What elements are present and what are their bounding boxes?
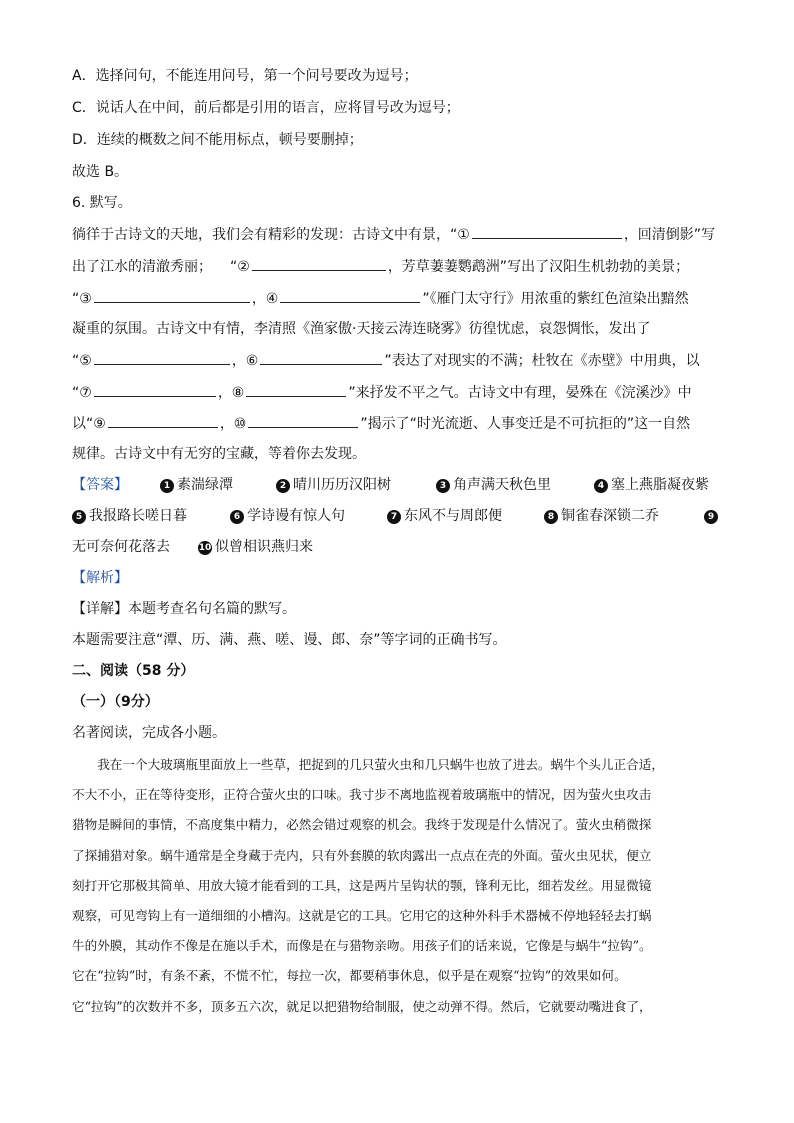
passage-line: 我在一个大玻璃瓶里面放上一些草，把捉到的几只萤火虫和几只蜗牛也放了进去。蜗牛个头儿正合适， bbox=[72, 757, 664, 772]
answer-item-10: 10 似曾相识燕归来 bbox=[198, 539, 313, 555]
passage-line: 观察，可见弯钩上有一道细细的小槽沟。这就是它的工具。它用它的这种外科手术器械不停地轻轻去打蜗 bbox=[72, 908, 652, 924]
blank-marker-4: ，④ bbox=[251, 291, 279, 307]
passage-line: 它在“拉钩”时，有条不紊，不慌不忙，每拉一次，都要稍事休息，似乎是在观察“拉钩”的效果如何。 bbox=[72, 968, 627, 984]
q6-text: 徜徉于古诗文的天地，我们会有精彩的发现：古诗文中有景， bbox=[72, 227, 450, 243]
blank-marker-7: “⑦ bbox=[72, 385, 92, 401]
passage-line: 刻打开它那极其简单、用放大镜才能看到的工具，这是两片呈钩状的颚，锋利无比，细若发丝。用显微镜 bbox=[72, 877, 652, 893]
reading-passage bbox=[72, 750, 728, 1022]
answer-item-5: 5 我报路长嗟日暮 bbox=[72, 506, 187, 526]
answer-item-2: 2 晴川历历汉阳树 bbox=[276, 475, 391, 495]
answer-item-7: 7 东风不与周郎便 bbox=[387, 506, 502, 526]
blank-marker-10: ，⑩ bbox=[219, 416, 247, 432]
blank-marker-5: “⑤ bbox=[72, 353, 92, 369]
q6-line-4: 凝重的氛围。古诗文中有情，李清照《渔家傲·天接云涛连晓雾》彷徨忧虑，哀怨惆怅，发出了 bbox=[72, 321, 651, 337]
analysis-label: 【解析】 bbox=[72, 570, 128, 586]
blank-6[interactable] bbox=[260, 350, 382, 365]
answer-item-4: 4 塞上燕脂凝夜紫 bbox=[594, 475, 709, 495]
q6-line-2 bbox=[72, 256, 689, 277]
q6-line-8: 规律。古诗文中有无穷的宝藏，等着你去发现。 bbox=[72, 446, 366, 462]
blank-marker-9: 以“⑨ bbox=[72, 416, 106, 432]
blank-marker-3: “③ bbox=[72, 291, 92, 307]
q6-title: 6. 默写。 bbox=[72, 195, 132, 211]
blank-9[interactable] bbox=[108, 413, 218, 428]
blank-marker-1: “① bbox=[450, 227, 470, 243]
blank-marker-2: “② bbox=[230, 259, 250, 275]
q6-text: ”来抒发不平之气。古诗文中有理，晏殊在《浣溪沙》中 bbox=[348, 385, 692, 401]
blank-10[interactable] bbox=[248, 413, 358, 428]
blank-1[interactable] bbox=[472, 224, 622, 239]
explain-conclusion: 故选 B。 bbox=[72, 164, 129, 180]
passage-line: 了探捕猎对象。蜗牛通常是全身藏于壳内，只有外套膜的软肉露出一点点在壳的外面。萤火虫见状，便立 bbox=[72, 847, 652, 863]
analysis-note: 本题需要注意“潭、历、满、燕、嗟、谩、郎、奈”等字词的正确书写。 bbox=[72, 632, 507, 648]
answer-item-9-number: 9 bbox=[704, 506, 721, 526]
q6-line-5 bbox=[72, 350, 700, 371]
blank-3[interactable] bbox=[94, 288, 250, 303]
blank-marker-8: ，⑧ bbox=[217, 385, 245, 401]
blank-4[interactable] bbox=[280, 288, 420, 303]
blank-marker-6: ，⑥ bbox=[231, 353, 259, 369]
section-2-intro: 名著阅读，完成各小题。 bbox=[72, 725, 226, 741]
q6-line-3 bbox=[72, 288, 689, 309]
answer-item-1: 1 素湍绿潭 bbox=[160, 475, 233, 495]
section-2-subtitle: （一）（9分） bbox=[72, 694, 159, 710]
q6-line-1 bbox=[72, 224, 715, 245]
answer-item-9-text: 无可奈何花落去 bbox=[72, 539, 170, 555]
blank-5[interactable] bbox=[94, 350, 230, 365]
explain-option-c: C．说话人在中间，前后都是引用的语言，应将冒号改为逗号； bbox=[72, 100, 460, 116]
q6-text: ”表达了对现实的不满；杜牧在《赤壁》中用典，以 bbox=[384, 353, 700, 369]
passage-line: 不大不小，正在等待变形，正符合萤火虫的口味。我寸步不离地监视着玻璃瓶中的情况，因为萤火虫攻击 bbox=[72, 787, 652, 803]
blank-2[interactable] bbox=[252, 256, 386, 271]
q6-text: ，回清倒影”写 bbox=[623, 227, 716, 243]
q6-line-7 bbox=[72, 413, 690, 434]
passage-line: 牛的外膜，其动作不像是在施以手术，而像是在与猎物亲吻。用孩子们的话来说，它像是与蜗牛“拉钩”。 bbox=[72, 938, 652, 954]
explain-option-a: A．选择问句，不能连用问号，第一个问号要改为逗号； bbox=[72, 68, 418, 84]
q6-text: ”揭示了“时光流逝、人事变迁是不可抗拒的”这一自然 bbox=[360, 416, 691, 432]
passage-line: 猎物是瞬间的事情，不高度集中精力，必然会错过观察的机会。我终于发现是什么情况了。萤火虫稍微探 bbox=[72, 817, 652, 833]
explain-option-d: D．连续的概数之间不能用标点，顿号要删掉； bbox=[72, 132, 363, 148]
q6-text: ，芳草萋萋鹦鹉洲”写出了汉阳生机勃勃的美景； bbox=[387, 259, 690, 275]
blank-7[interactable] bbox=[94, 382, 216, 397]
section-2-title: 二、阅读（58 分） bbox=[72, 663, 195, 679]
passage-line: 它“拉钩”的次数并不多，顶多五六次，就足以把猎物给制服，使之动弹不得。然后，它就要动嘴进食了， bbox=[72, 998, 652, 1014]
q6-text: ”《雁门太守行》用浓重的紫红色渲染出黯然 bbox=[422, 291, 689, 307]
analysis-detail: 【详解】本题考查名句名篇的默写。 bbox=[72, 601, 296, 617]
answer-item-8: 8 铜雀春深锁二乔 bbox=[544, 506, 659, 526]
blank-8[interactable] bbox=[246, 382, 346, 397]
q6-line-6 bbox=[72, 382, 692, 403]
answer-label: 【答案】 bbox=[72, 477, 128, 493]
answer-item-6: 6 学诗谩有惊人句 bbox=[230, 506, 345, 526]
q6-text: 出了江水的清澈秀丽； bbox=[72, 259, 212, 275]
answer-item-3: 3 角声满天秋色里 bbox=[436, 475, 551, 495]
